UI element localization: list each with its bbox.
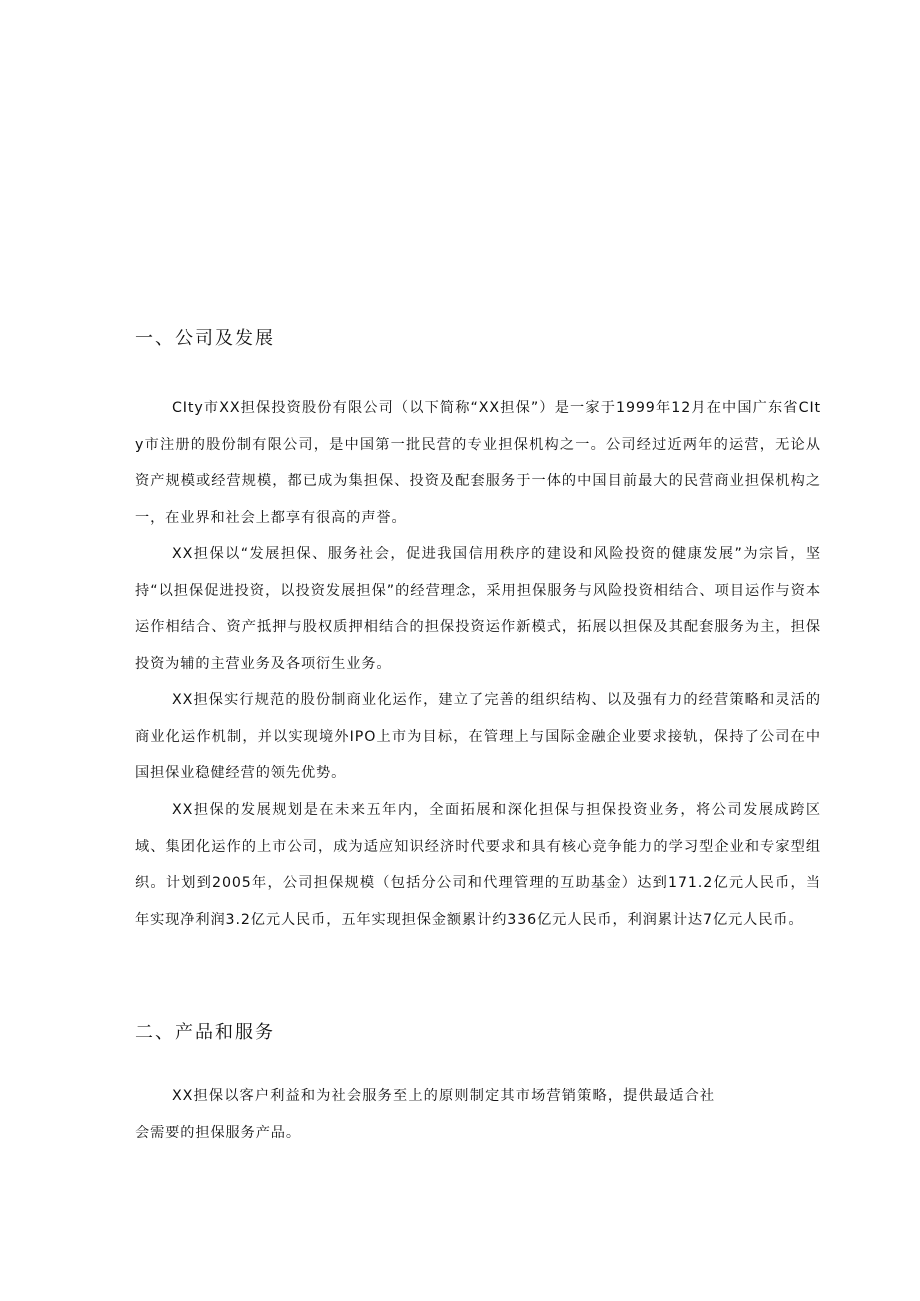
paragraph-company-plan: XX担保的发展规划是在未来五年内，全面拓展和深化担保与担保投资业务，将公司发展成跨区域、集团化运作的上市公司，成为适应知识经济时代要求和具有核心竞争能力的学习型企业和专家型组织。计划到2005年，公司担保规模（包括分公司和代理管理的互助基金）达到171.2亿元人民币，当年实现净利润3.2亿元人民币，五年实现担保金额累计约336亿元人民币，利润累计达7亿元人民币。 <box>135 802 821 928</box>
paragraph-products-intro: XX担保以客户利益和为社会服务至上的原则制定其市场营销策略，提供最适合社会需要的担保服务产品。 <box>135 1088 715 1141</box>
paragraph-company-operation: XX担保实行规范的股份制商业化运作，建立了完善的组织结构、以及强有力的经营策略和灵活的商业化运作机制，并以实现境外IPO上市为目标，在管理上与国际金融企业要求接轨，保持了公司在中国担保业稳健经营的领先优势。 <box>135 692 821 781</box>
paragraph-company-mission: XX担保以“发展担保、服务社会，促进我国信用秩序的建设和风险投资的健康发展”为宗旨，坚持“以担保促进投资，以投资发展担保”的经营理念，采用担保服务与风险投资相结合、项目运作与资本运作相结合、资产抵押与股权质押相结合的担保投资运作新模式，拓展以担保及其配套服务为主，担保投资为辅的主营业务及各项衍生业务。 <box>135 546 821 672</box>
section-heading-company: 一、公司及发展 <box>135 328 275 349</box>
paragraph-company-intro: CIty市XX担保投资股份有限公司（以下简称“XX担保”）是一家于1999年12月在中国广东省CIty市注册的股份制有限公司，是中国第一批民营的专业担保机构之一。公司经过近两年的运营，无论从资产规模或经营规模，都已成为集担保、投资及配套服务于一体的中国目前最大的民营商业担保机构之一，在业界和社会上都享有很高的声誉。 <box>135 400 821 526</box>
section-heading-products: 二、产品和服务 <box>135 1022 275 1043</box>
